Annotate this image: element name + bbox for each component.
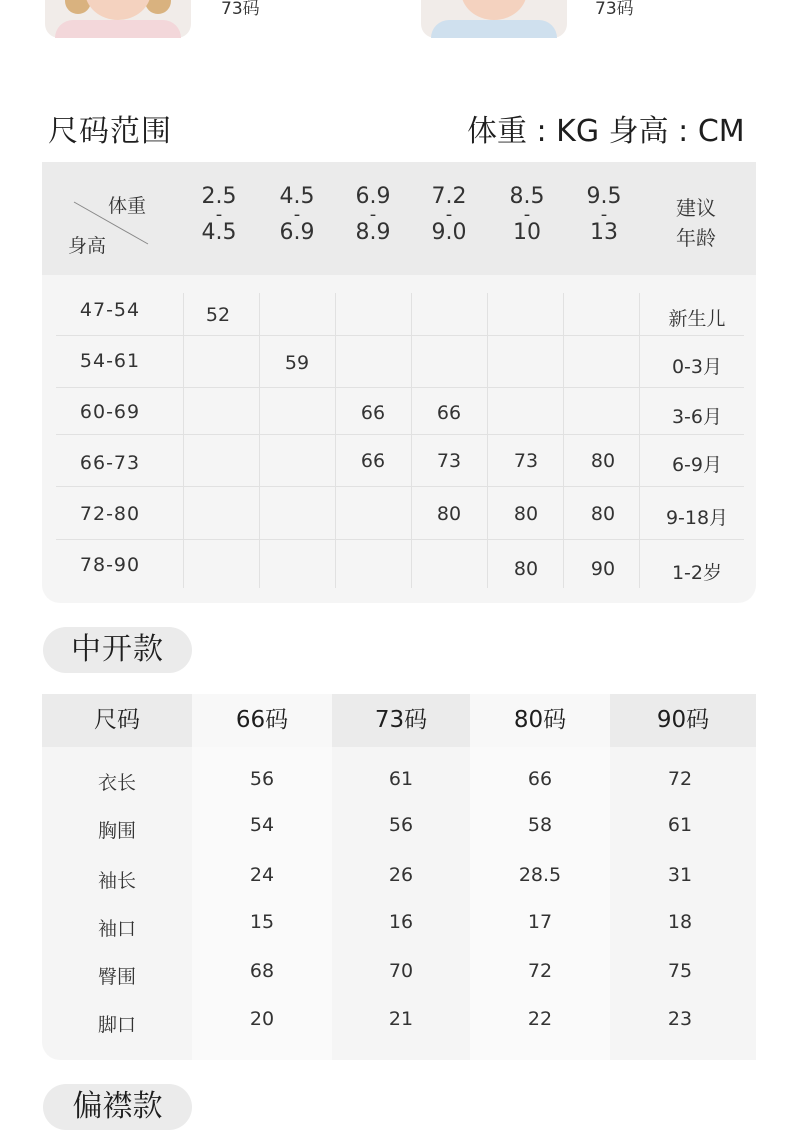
grid-line bbox=[411, 293, 412, 588]
age-label: 新生儿 bbox=[668, 308, 726, 330]
age-label: 1-2岁 bbox=[671, 562, 723, 584]
measure-value: 24 bbox=[249, 864, 275, 886]
grid-line bbox=[639, 293, 640, 588]
grid-line bbox=[259, 293, 260, 588]
size-header: 73码 bbox=[332, 694, 470, 747]
measure-value: 20 bbox=[249, 1008, 275, 1030]
measure-value: 58 bbox=[527, 814, 553, 836]
grid-line bbox=[56, 539, 744, 540]
size-range-table bbox=[42, 162, 756, 603]
baby-photo-card bbox=[421, 0, 567, 38]
size-cell: 80 bbox=[436, 503, 462, 525]
measurement-table bbox=[42, 694, 756, 1060]
size-header: 66码 bbox=[192, 694, 332, 747]
size-cell: 52 bbox=[205, 304, 231, 326]
age-label: 3-6月 bbox=[671, 406, 723, 428]
measure-value: 22 bbox=[527, 1008, 553, 1030]
age-label: 6-9月 bbox=[671, 454, 723, 476]
size-header: 90码 bbox=[610, 694, 756, 747]
measure-value: 61 bbox=[667, 814, 693, 836]
table-header bbox=[42, 162, 756, 275]
size-cell: 80 bbox=[513, 558, 539, 580]
height-range-label: 54-61 bbox=[79, 350, 141, 372]
grid-line bbox=[56, 335, 744, 336]
height-range-label: 60-69 bbox=[79, 401, 141, 423]
measure-value: 61 bbox=[388, 768, 414, 790]
measure-label: 臀围 bbox=[97, 966, 136, 988]
measure-value: 66 bbox=[527, 768, 553, 790]
height-range-label: 78-90 bbox=[79, 554, 141, 576]
grid-line bbox=[56, 486, 744, 487]
size-header: 尺码 bbox=[42, 694, 192, 747]
measure-value: 72 bbox=[527, 960, 553, 982]
size-cell: 66 bbox=[360, 402, 386, 424]
age-label: 9-18月 bbox=[665, 507, 729, 529]
size-cell: 90 bbox=[590, 558, 616, 580]
weight-column-header: 6.9 - 8.9 bbox=[355, 184, 391, 245]
measure-value: 68 bbox=[249, 960, 275, 982]
measure-value: 15 bbox=[249, 911, 275, 933]
measure-value: 23 bbox=[667, 1008, 693, 1030]
hair-shape bbox=[145, 0, 171, 14]
size-cell: 80 bbox=[590, 450, 616, 472]
baby-face-image bbox=[85, 0, 151, 20]
measure-value: 26 bbox=[388, 864, 414, 886]
measure-value: 28.5 bbox=[518, 864, 562, 886]
weight-column-header: 7.2 - 9.0 bbox=[431, 184, 467, 245]
weight-column-header: 4.5 - 6.9 bbox=[279, 184, 315, 245]
height-range-label: 66-73 bbox=[79, 452, 141, 474]
size-cell: 73 bbox=[513, 450, 539, 472]
baby-photo-card bbox=[45, 0, 191, 38]
weight-column-header: 8.5 - 10 bbox=[509, 184, 545, 245]
measure-label: 袖长 bbox=[97, 870, 136, 892]
size-cell: 59 bbox=[284, 352, 310, 374]
grid-line bbox=[563, 293, 564, 588]
measure-label: 脚口 bbox=[97, 1014, 136, 1036]
measure-label: 胸围 bbox=[97, 820, 136, 842]
grid-line bbox=[56, 434, 744, 435]
section-title: 偏襟款 bbox=[72, 1089, 163, 1124]
section-title: 尺码范围 bbox=[48, 114, 172, 149]
age-column-header: 建议 年龄 bbox=[676, 196, 716, 250]
weight-axis-label: 体重 bbox=[108, 195, 147, 217]
unit-note: 体重 : KG 身高 : CM bbox=[467, 114, 745, 149]
measure-value: 18 bbox=[667, 911, 693, 933]
measure-value: 72 bbox=[667, 768, 693, 790]
size-cell: 66 bbox=[436, 402, 462, 424]
section-title-pill bbox=[43, 1084, 192, 1130]
weight-column-header: 9.5 - 13 bbox=[586, 184, 622, 245]
grid-line bbox=[335, 293, 336, 588]
baby-outfit-image bbox=[55, 20, 181, 38]
weight-column-header: 2.5 - 4.5 bbox=[201, 184, 237, 245]
size-cell: 80 bbox=[590, 503, 616, 525]
diagonal-divider bbox=[42, 162, 182, 275]
measure-value: 56 bbox=[388, 814, 414, 836]
measure-value: 16 bbox=[388, 911, 414, 933]
measure-value: 56 bbox=[249, 768, 275, 790]
measure-label: 衣长 bbox=[97, 772, 136, 794]
photo-caption: 73码 bbox=[221, 0, 260, 19]
size-cell: 66 bbox=[360, 450, 386, 472]
height-range-label: 72-80 bbox=[79, 503, 141, 525]
measure-value: 54 bbox=[249, 814, 275, 836]
measure-value: 17 bbox=[527, 911, 553, 933]
measure-value: 70 bbox=[388, 960, 414, 982]
size-cell: 73 bbox=[436, 450, 462, 472]
grid-line bbox=[183, 293, 184, 588]
measure-value: 75 bbox=[667, 960, 693, 982]
grid-line bbox=[487, 293, 488, 588]
height-axis-label: 身高 bbox=[68, 235, 107, 257]
age-label: 0-3月 bbox=[671, 356, 723, 378]
baby-face-image bbox=[461, 0, 527, 20]
size-cell: 80 bbox=[513, 503, 539, 525]
section-title-pill: 中开款 bbox=[43, 627, 192, 673]
measure-label: 袖口 bbox=[97, 918, 136, 940]
size-header: 80码 bbox=[470, 694, 610, 747]
measure-value: 21 bbox=[388, 1008, 414, 1030]
height-range-label: 47-54 bbox=[79, 299, 141, 321]
baby-outfit-image bbox=[431, 20, 557, 38]
measure-value: 31 bbox=[667, 864, 693, 886]
photo-caption: 73码 bbox=[595, 0, 634, 19]
grid-line bbox=[56, 387, 744, 388]
